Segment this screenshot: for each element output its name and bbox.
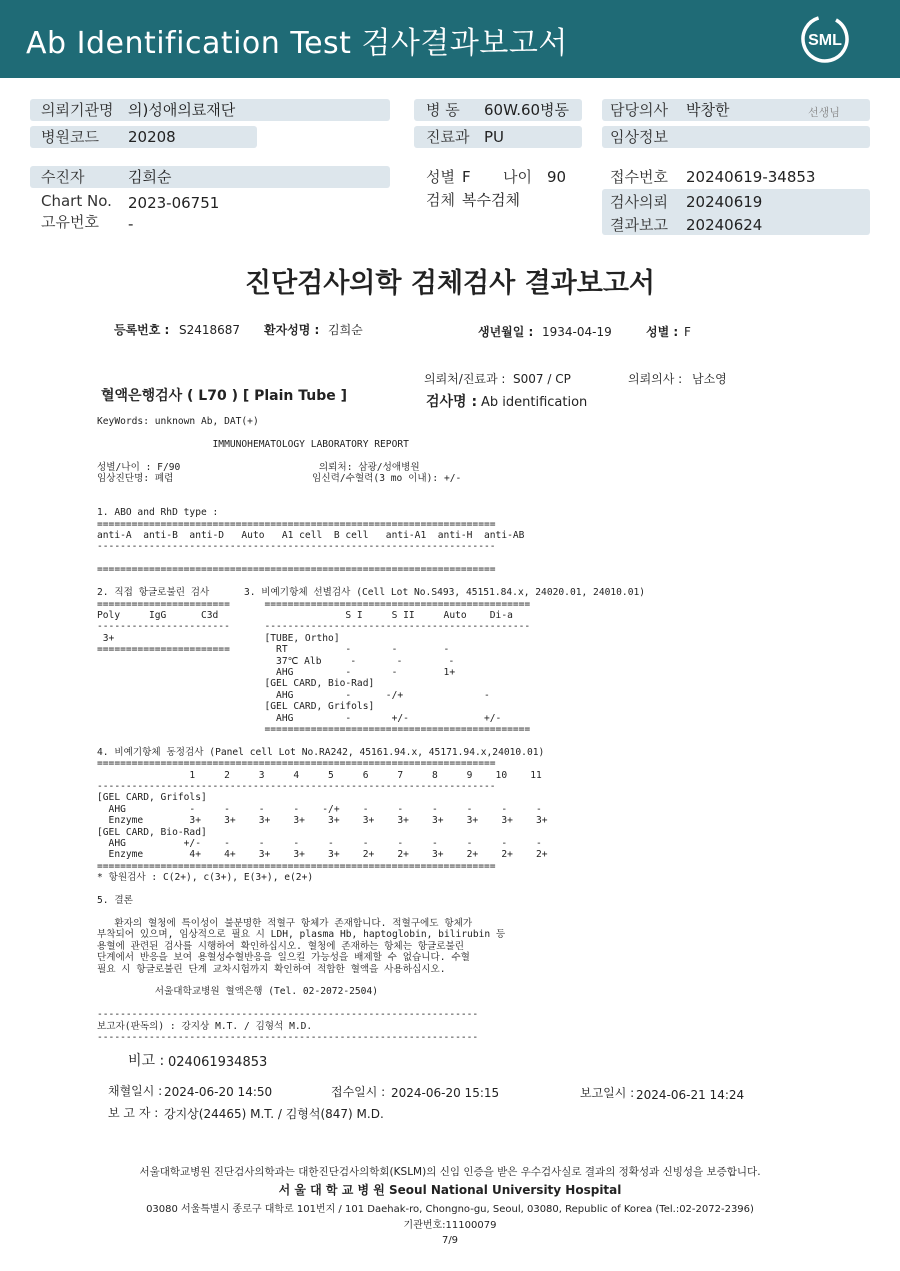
specimen-value: 복수검체 <box>462 191 520 209</box>
header-bar <box>0 0 900 78</box>
age-value: 90 <box>547 168 567 186</box>
receipt-value: 20240619-34853 <box>686 168 816 186</box>
request-label: 검사의뢰 <box>610 193 668 211</box>
collect-label: 채혈일시 : <box>108 1084 163 1098</box>
doc-sex-label: 성별 : <box>646 325 679 339</box>
name-label: 환자성명 : <box>264 323 320 337</box>
dept-value: PU <box>484 128 505 146</box>
test-name-value: Ab identification <box>481 395 588 410</box>
ward-label: 병 동 <box>426 101 460 119</box>
unique-label: 고유번호 <box>41 213 99 231</box>
doctor-suffix: 선생님 <box>808 106 840 119</box>
page-title: Ab Identification Test 검사결과보고서 <box>26 26 568 61</box>
doctor-value: 박창한 <box>686 101 730 119</box>
remark-value: 024061934853 <box>168 1055 268 1070</box>
name-value: 김희순 <box>328 323 363 337</box>
ward-value: 60W.60병동 <box>484 101 570 119</box>
dept-line-label: 의뢰처/진료과 : <box>424 372 506 386</box>
sex-value: F <box>462 168 471 186</box>
lab-report-text: KeyWords: unknown Ab, DAT(+) IMMUNOHEMATOLOGY LABORATORY REPORT 성별/나이 : F/90 의뢰처: 삼광/성애병원 임상진단명: 폐렴 임신력/수혈력(3 mo 이내): +/- 1. ABO and RhD type : ===================================================================== anti-A anti-B anti-D Auto A1 cell B cell anti-A1 anti-H anti-AB --------------------------------------------------------------------- ===================================================================== 2. 직접 항글로불린 검사 3. 비예기항체 선별검사 (Cell Lot No.S493, 45151.84.x, 24020.01, 24010.01) ======================= ============================================== Poly IgG C3d S I S II Auto Di-a ----------------------- ---------------------------------------------- 3+ [TUBE, Ortho] ======================= RT - - - 37℃ Alb - - - AHG - - 1+ [GEL CARD, Bio-Rad] AHG - -/+ - [GEL CARD, Grifols] AHG - +/- +/- ============================================== 4. 비예기항체 동정검사 (Panel cell Lot No.RA242, 45161.94.x, 45171.94.x,24010.01) ===================================================================== 1 2 3 4 5 6 7 8 9 10 11 --------------------------------------------------------------------- [GEL CARD, Grifols] AHG - - - - -/+ - - - - - - Enzyme 3+ 3+ 3+ 3+ 3+ 3+ 3+ 3+ 3+ 3+ 3+ [GEL CARD, Bio-Rad] AHG +/- - - - - - - - - - - Enzyme 4+ 4+ 3+ 3+ 3+ 2+ 2+ 3+ 2+ 2+ 2+ ===================================================================== * 항원검사 : C(2+), c(3+), E(3+), e(2+) 5. 결론 환자의 혈청에 특이성이 불분명한 적혈구 항체가 존재합니다. 적혈구에도 항체가 부착되어 있으며, 임상적으로 필요 시 LDH, plasma Hb, haptoglobin, bilirubin 등 용혈에 관련된 검사를 시행하여 확인하십시오. 혈청에 존재하는 항체는 항글로불린 단계에서 반응을 보여 용혈성수혈반응을 일으킬 가능성을 배제할 수 없습니다. 수혈 필요 시 항글로불린 단계 교차시험까지 확인하여 적합한 혈액을 사용하십시오. 서울대학교병원 혈액은행 (Tel. 02-2072-2504) ------------------------------------------------------------------ 보고자(판독의) : 강지상 M.T. / 김형석 M.D. ------------------------------------------------------------------ <box>97 416 646 1043</box>
remark-label: 비고 : <box>128 1053 165 1069</box>
unique-value: - <box>128 215 134 233</box>
hospital-code-value: 20208 <box>128 128 176 146</box>
sex-label: 성별 <box>426 168 455 186</box>
org-number: 기관번호:11100079 <box>403 1220 497 1231</box>
reg-label: 등록번호 : <box>114 323 170 337</box>
certification-line: 서울대학교병원 진단검사의학과는 대한진단검사의학회(KSLM)의 신임 인증을 받은 우수검사실로 결과의 정확성과 신빙성을 보증합니다. <box>139 1166 761 1178</box>
patient-label: 수진자 <box>41 168 85 186</box>
dob-label: 생년월일 : <box>478 325 534 339</box>
specimen-label: 검체 <box>426 191 455 209</box>
document-title: 진단검사의학 검체검사 결과보고서 <box>244 268 656 299</box>
dept-line-value: S007 / CP <box>513 372 571 386</box>
report-time-value: 2024-06-21 14:24 <box>636 1088 745 1102</box>
age-label: 나이 <box>503 168 532 186</box>
report-time-label: 보고일시 : <box>580 1086 635 1100</box>
collect-value: 2024-06-20 14:50 <box>164 1085 273 1099</box>
chart-label: Chart No. <box>41 192 112 210</box>
receive-label: 접수일시 : <box>331 1085 386 1099</box>
receipt-label: 접수번호 <box>610 168 668 186</box>
clinical-label: 임상정보 <box>610 128 668 146</box>
result-value: 20240624 <box>686 216 763 234</box>
receive-value: 2024-06-20 15:15 <box>391 1086 500 1100</box>
reporter-value: 강지상(24465) M.T. / 김형석(847) M.D. <box>164 1107 384 1121</box>
institution-label: 의뢰기관명 <box>41 101 114 119</box>
test-name-label: 검사명 : <box>426 394 478 410</box>
institution-value: 의)성애의료재단 <box>128 101 236 119</box>
sml-logo-icon <box>800 14 850 64</box>
dob-value: 1934-04-19 <box>542 325 612 339</box>
request-value: 20240619 <box>686 193 763 211</box>
chart-value: 2023-06751 <box>128 194 220 212</box>
reporter-label: 보 고 자 : <box>108 1106 159 1120</box>
dept-label: 진료과 <box>426 128 470 146</box>
doc-sex-value: F <box>684 325 691 339</box>
hospital-code-label: 병원코드 <box>41 128 99 146</box>
reg-value: S2418687 <box>179 323 241 337</box>
hospital-name: 서 울 대 학 교 병 원 Seoul National University Hospital <box>278 1183 622 1197</box>
page-number: 7/9 <box>441 1235 459 1246</box>
req-doctor-label: 의뢰의사 : <box>628 372 683 386</box>
req-doctor-value: 남소영 <box>692 372 727 386</box>
section-title: 혈액은행검사 ( L70 ) [ Plain Tube ] <box>101 388 348 404</box>
result-label: 결과보고 <box>610 216 668 234</box>
svg-text:SML: SML <box>808 32 842 49</box>
patient-value: 김희순 <box>128 168 172 186</box>
doctor-label: 담당의사 <box>610 101 668 119</box>
hospital-address: 03080 서울특별시 종로구 대학로 101번지 / 101 Daehak-ro, Chongno-gu, Seoul, 03080, Republic of Korea (Tel.:02-2072-2396) <box>146 1204 754 1215</box>
